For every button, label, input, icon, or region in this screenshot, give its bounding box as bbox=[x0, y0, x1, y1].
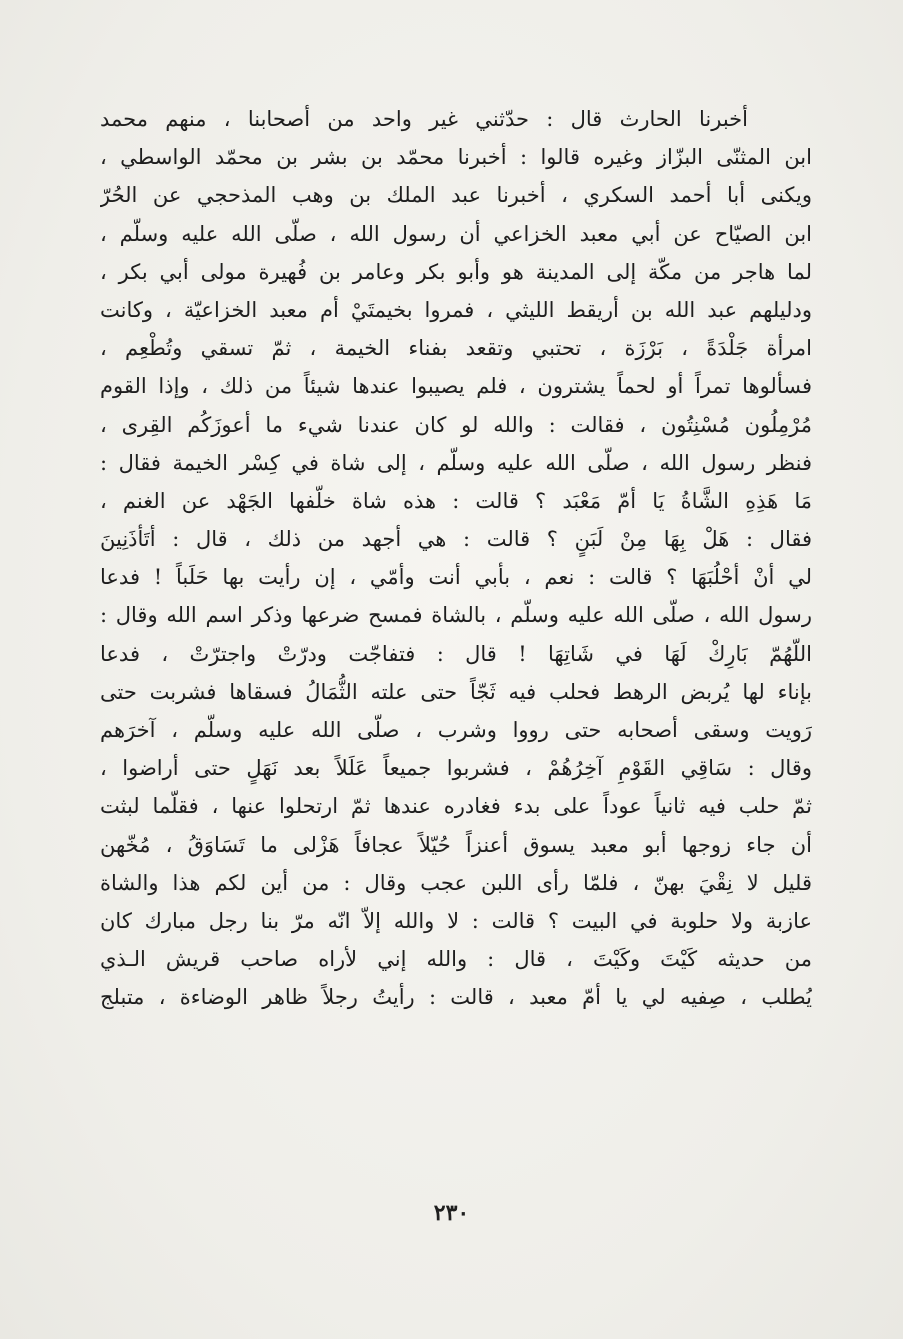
text-line: امرأة جَلْدَةً ، بَرْزَة ، تحتبي وتقعد بفناء الخيمة ، ثمّ تسقي وتُطْعِم ، bbox=[100, 336, 812, 361]
text-line: أن جاء زوجها أبو معبد يسوق أعنزاً حُيّلاً عجافاً هَزْلى ما تَسَاوَقُ ، مُخّهن bbox=[100, 832, 812, 857]
text-line: ويكنى أبا أحمد السكري ، أخبرنا عبد الملك بن وهب المذحجي عن الحُرّ bbox=[100, 183, 812, 208]
text-line: لما هاجر من مكّة إلى المدينة هو وأبو بكر وعامر بن فُهيرة مولى أبي بكر ، bbox=[100, 259, 812, 284]
text-line: من حديثه كَيْتَ وكَيْتَ ، قال : والله إني لأراه صاحب قريش الـذي bbox=[100, 947, 812, 972]
text-line: ابن المثنّى البزّاز وغيره قالوا : أخبرنا محمّد بن بشر بن محمّد الواسطي ، bbox=[100, 145, 812, 170]
text-line: ابن الصيّاح عن أبي معبد الخزاعي أن رسول الله ، صلّى الله عليه وسلّم ، bbox=[100, 221, 812, 246]
text-line: فنظر رسول الله ، صلّى الله عليه وسلّم ، إلى شاة في كِسْر الخيمة فقال : bbox=[100, 450, 812, 475]
text-line: فسألوها تمراً أو لحماً يشترون ، فلم يصيبوا عندها شيئاً من ذلك ، وإذا القوم bbox=[100, 374, 812, 399]
text-line: اللّهُمّ بَارِكْ لَهَا في شَاتِهَا ! قال : فتفاجّت ودرّتْ واجترّتْ ، فدعا bbox=[100, 641, 812, 666]
text-line: عازبة ولا حلوبة في البيت ؟ قالت : لا والله إلاّ انّه مرّ بنا رجل مبارك كان bbox=[100, 908, 812, 933]
text-line: وقال : سَاقِي القَوْمِ آخِرُهُمْ ، فشربوا جميعاً عَلَلاً بعد نَهَلٍ حتى أراضوا ، bbox=[100, 756, 812, 781]
text-line: يُطلب ، صِفيه لي يا أمّ معبد ، قالت : رأيتُ رجلاً ظاهر الوضاءة ، متبلج bbox=[100, 985, 812, 1010]
text-line: ثمّ حلب فيه ثانياً عوداً على بدء فغادره عندها ثمّ ارتحلوا عنها ، فقلّما لبثت bbox=[100, 794, 812, 819]
text-line: بإناء لها يُربض الرهط فحلب فيه ثَجّاً حتى علته الثُّمَالُ فسقاها فشربت حتى bbox=[100, 679, 812, 704]
page-number: ٢٣٠ bbox=[433, 1200, 470, 1226]
text-line: لي أنْ أحْلُبَهَا ؟ قالت : نعم ، بأبي أنت وأمّي ، إن رأيت بها حَلَباً ! فدعا bbox=[100, 565, 812, 590]
text-line: أخبرنا الحارث قال : حدّثني غير واحد من أصحابنا ، منهم محمد bbox=[100, 107, 748, 131]
text-line: رَويت وسقى أصحابه حتى رووا وشرب ، صلّى الله عليه وسلّم ، آخرَهم bbox=[100, 718, 812, 742]
text-line: قليل لا نِقْيَ بهنّ ، فلمّا رأى اللبن عجب وقال : من أين لكم هذا والشاة bbox=[100, 870, 812, 895]
text-line: رسول الله ، صلّى الله عليه وسلّم ، بالشاة فمسح ضرعها وذكر اسم الله وقال : bbox=[100, 603, 812, 628]
text-line: مُرْمِلُون مُسْنِتُون ، فقالت : والله لو كان عندنا شيء ما أعوزَكُم القِرى ، bbox=[100, 412, 812, 437]
body-text bbox=[100, 100, 812, 1017]
text-line: ودليلهم عبد الله بن أريقط الليثي ، فمروا بخيمتَيْ أم معبد الخزاعيّة ، وكانت bbox=[100, 297, 812, 322]
text-line: فقال : هَلْ بِهَا مِنْ لَبَنٍ ؟ قالت : هي أجهد من ذلك ، قال : أتَأذَنِينَ bbox=[100, 527, 812, 552]
text-line: مَا هَذِهِ الشَّاةُ يَا أمّ مَعْبَد ؟ قالت : هذه شاة خلّفها الجَهْد عن الغنم ، bbox=[100, 488, 812, 513]
